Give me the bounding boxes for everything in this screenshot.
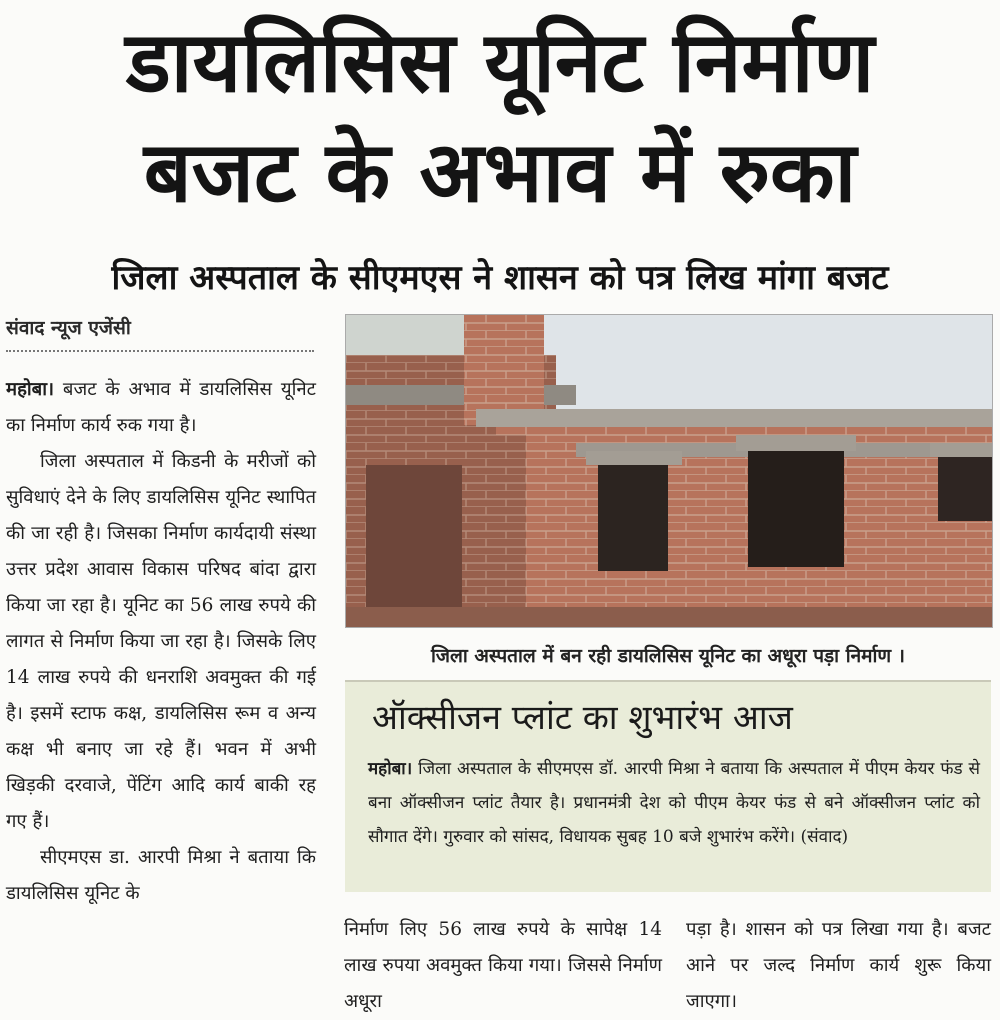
article-column-3-text: पड़ा है। शासन को पत्र लिखा गया है। बजट आने पर जल्द निर्माण कार्य शुरू किया जाएगा। xyxy=(686,919,991,1012)
building-image xyxy=(346,315,992,627)
article-column-2-text: निर्माण लिए 56 लाख रुपये के सापेक्ष 14 लाख रुपया अवमुक्त किया गया। जिससे निर्माण अधूरा xyxy=(344,919,662,1012)
article-dateline: महोबा। xyxy=(6,379,55,400)
article-paragraph-3: सीएमएस डा. आरपी मिश्रा ने बताया कि डायलिसिस यूनिट के xyxy=(6,847,316,904)
article-column-3 xyxy=(686,912,991,1020)
byline: संवाद न्यूज एजेंसी xyxy=(6,317,131,339)
divider xyxy=(6,350,314,352)
sidebar-dateline: महोबा। xyxy=(368,759,413,779)
headline-line-1: डायलिसिस यूनिट निर्माण xyxy=(125,13,875,111)
article-paragraph-1: बजट के अभाव में डायलिसिस यूनिट का निर्माण कार्य रुक गया है। xyxy=(6,379,316,436)
subheadline: जिला अस्पताल के सीएमएस ने शासन को पत्र लिख मांगा बजट xyxy=(111,258,889,298)
construction-photo xyxy=(345,314,993,628)
article-column-2 xyxy=(344,912,662,1020)
sidebar-body: जिला अस्पताल के सीएमएस डॉ. आरपी मिश्रा ने बताया कि अस्पताल में पीएम केयर फंड से बना ऑक्सीजन प्लांट तैयार है। प्रधानमंत्री देश को पीएम केयर फंड से बने ऑक्सीजन प्लांट को सौगात देंगे। गुरुवार को सांसद, विधायक सुबह 10 बजे शुभारंभ करेंगे। (संवाद) xyxy=(368,759,980,847)
article-column-1 xyxy=(6,372,316,912)
photo-caption: जिला अस्पताल में बन रही डायलिसिस यूनिट का अधूरा पड़ा निर्माण । xyxy=(430,645,905,667)
sidebar-text xyxy=(368,752,980,854)
headline-line-2: बजट के अभाव में रुका xyxy=(143,123,857,221)
article-paragraph-2: जिला अस्पताल में किडनी के मरीजों को सुविधाएं देने के लिए डायलिसिस यूनिट स्थापित की जा रही है। जिसका निर्माण कार्यदायी संस्था उत्तर प्रदेश आवास विकास परिषद बांदा द्वारा किया जा रहा है। यूनिट का 56 लाख रुपये की लागत से निर्माण किया जा रहा है। जिसके लिए 14 लाख रुपये की धनराशि अवमुक्त की गई है। इसमें स्टाफ कक्ष, डायलिसिस रूम व अन्य कक्ष भी बनाए जा रहे हैं। भवन में अभी खिड़की दरवाजे, पेंटिंग आदि कार्य बाकी रह गए हैं। xyxy=(6,451,316,832)
sidebar-title: ऑक्सीजन प्लांट का शुभारंभ आज xyxy=(372,698,793,738)
